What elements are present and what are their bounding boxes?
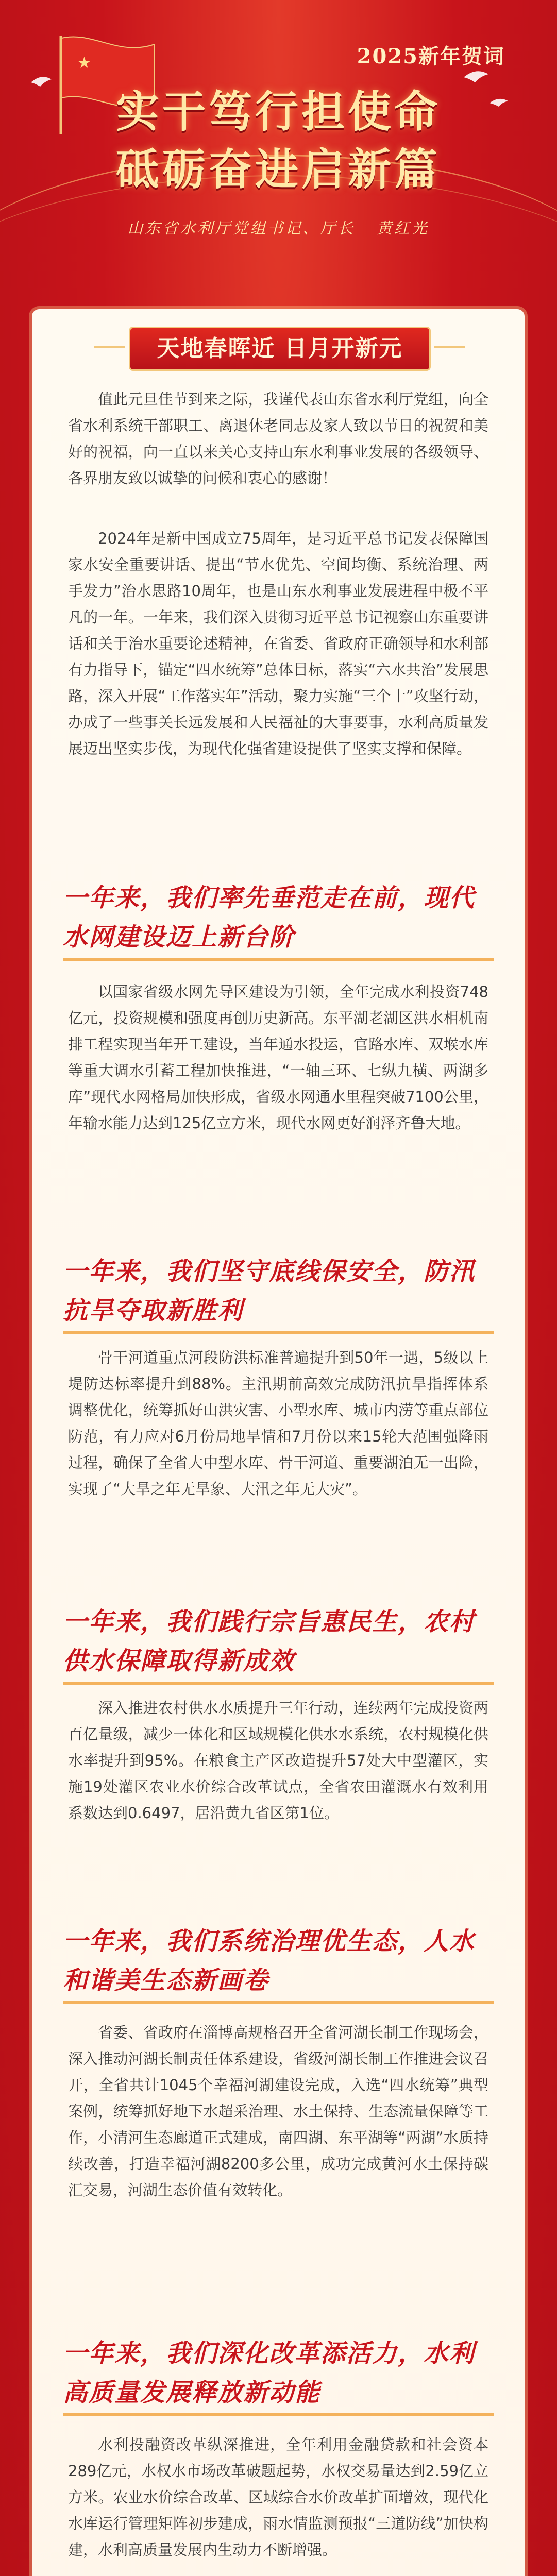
- main-title-line2: 砥砺奋进启新篇: [115, 144, 441, 195]
- subheading-flood-control: [63, 1252, 494, 1334]
- section1-paragraph-4: 骨干河道重点河段防洪标准普遍提升到50年一遇，5级以上堤防达标率提升到88%。主汛期前高效完成防汛抗旱指挥体系调整优化，统筹抓好山洪灾害、小型水库、城市内涝等重点部位防范，有力应对6月份局地旱情和7月份以来15轮大范围强降雨过程，确保了全省大中型水库、骨干河道、重要湖泊无一出险，实现了“大旱之年无旱象、大汛之年无大灾”。: [68, 1349, 488, 1498]
- section1-paragraph-2: 2024年是新中国成立75周年，是习近平总书记发表保障国家水安全重要讲话、提出“节水优先、空间均衡、系统治理、两手发力”治水思路10周年，也是山东水利事业发展进程中极不平凡的一年。一年来，我们深入贯彻习近平总书记视察山东重要讲话和关于治水重要论述精神，在省委、省政府正确领导和水利部有力指导下，锚定“四水统筹”总体目标，落实“六水共治”发展思路，深入开展“工作落实年”活动，聚力实施“三个十”攻坚行动，办成了一些事关长远发展和人民福祉的大事要事，水利高质量发展迈出坚实步伐，为现代化强省建设提供了坚实支撑和保障。: [68, 530, 488, 757]
- subheading-text: 一年来，我们系统治理优生态，人水和谐美生态新画卷: [63, 1922, 494, 2004]
- svg-text:★: ★: [77, 54, 91, 72]
- section1-paragraph-6: 省委、省政府在淄博高规格召开全省河湖长制工作现场会，深入推动河湖长制责任体系建设，省级河湖长制工作推进会议召开，全省共计1045个幸福河湖建设完成，入选“四水统筹”典型案例，统筹抓好地下水超采治理、水土保持、生态流量保障等工作，小清河生态廊道正式建成，南四湖、东平湖等“两湖”水质持续改善，打造幸福河湖8200多公里，成功完成黄河水土保持碳汇交易，河湖生态价值有效转化。: [68, 2024, 488, 2199]
- author-line: [41, 215, 515, 238]
- section1-paragraph-1: 值此元旦佳节到来之际，我谨代表山东省水利厅党组，向全省水利系统干部职工、离退休老同志及家人致以节日的祝贺和美好的祝福，向一直以来关心支持山东水利事业发展的各级领导、各界朋友致以诚挚的问候和衷心的感谢！: [68, 391, 488, 487]
- author-org: 山东省水利厅党组书记、厅长: [127, 219, 356, 238]
- subheading-rural-water: [63, 1602, 494, 1685]
- subheading-ecology: [63, 1922, 494, 2004]
- main-title-line1: 实干笃行担使命: [115, 87, 441, 137]
- author-name: 黄红光: [376, 219, 429, 238]
- subheading-water-network: [63, 878, 494, 961]
- section1-paragraph-5: 深入推进农村供水水质提升三年行动，连续两年完成投资两百亿量级，减少一体化和区域规模化供水水系统，农村规模化供水率提升到95%。在粮食主产区改造提升57处大中型灌区，实施19处灌区农业水价综合改革试点，全省农田灌溉水有效利用系数达到0.6497，居沿黄九省区第1位。: [68, 1699, 488, 1822]
- subheading-text: 一年来，我们深化改革添活力，水利高质量发展释放新动能: [63, 2334, 494, 2416]
- section1-paragraph-3: 以国家省级水网先导区建设为引领，全年完成水利投资748亿元，投资规模和强度再创历史新高。东平湖老湖区洪水相机南排工程实现当年开工建设，当年通水投运，官路水库、双堠水库等重大调水引蓄工程加快推进，“一轴三环、七纵九横、两湖多库”现代水网格局加快形成，省级水网通水里程突破7100公里，年输水能力达到125亿立方米，现代水网更好润泽齐鲁大地。: [68, 983, 488, 1132]
- subheading-text: 一年来，我们率先垂范走在前，现代水网建设迈上新台阶: [63, 878, 494, 961]
- header: [0, 0, 557, 289]
- subheading-text: 一年来，我们坚守底线保安全，防汛抗旱夺取新胜利: [63, 1252, 494, 1334]
- section1-paragraph-7: 水利投融资改革纵深推进，全年利用金融贷款和社会资本289亿元，水权水市场改革破题起势，水权交易量达到2.59亿立方米。农业水价综合改革、区域综合水价改革扩面增效，现代化水库运行管理矩阵初步建成，雨水情监测预报“三道防线”加快构建，水利高质量发展内生动力不断增强。: [68, 2436, 488, 2558]
- subheading-text: 一年来，我们践行宗旨惠民生，农村供水保障取得新成效: [63, 1602, 494, 1685]
- subheading-reform: [63, 2334, 494, 2416]
- year-title: 2025新年贺词: [357, 44, 505, 69]
- section1-banner: 天地春晖近 日月开新元: [129, 327, 431, 371]
- section1-card: [32, 309, 525, 2576]
